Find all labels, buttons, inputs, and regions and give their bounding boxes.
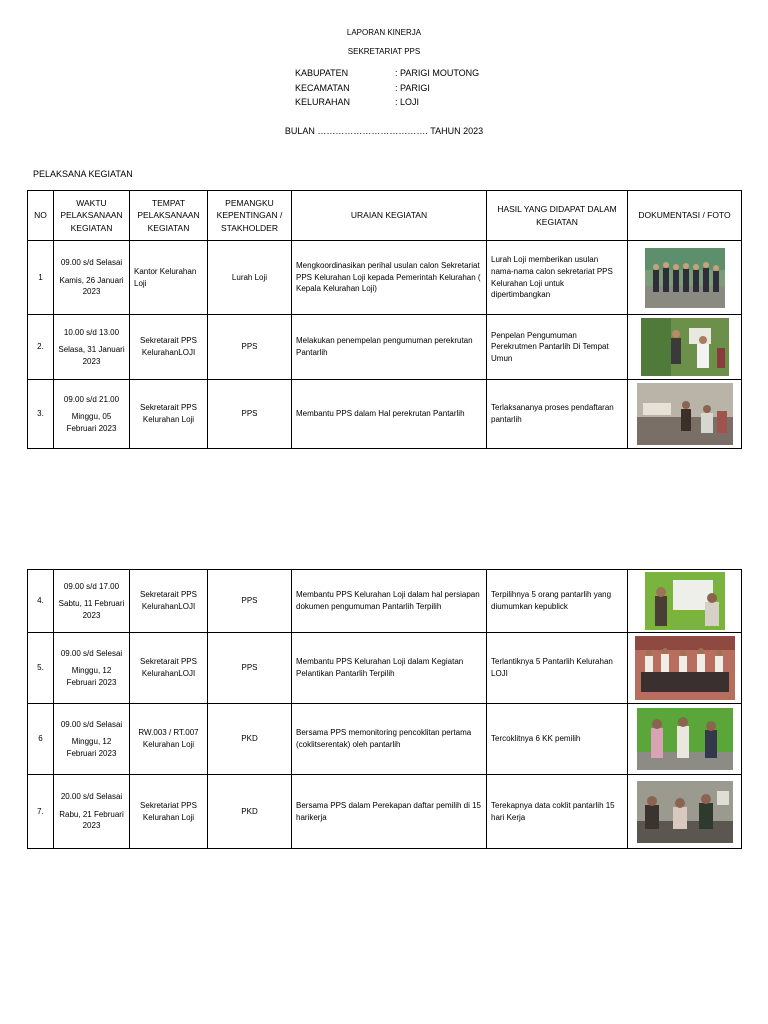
announcement-board-photo bbox=[645, 572, 725, 630]
table-row bbox=[28, 241, 742, 315]
coklit-monitoring-photo bbox=[637, 708, 733, 770]
row-place: Sekretarait PPS KelurahanLOJI bbox=[130, 570, 208, 633]
meta-label: KELURAHAN bbox=[295, 97, 351, 107]
activity-table-1 bbox=[27, 190, 742, 449]
row-time-cell bbox=[54, 775, 130, 849]
row-time-cell bbox=[54, 380, 130, 449]
row-no: 4. bbox=[28, 570, 54, 633]
row-place: Sekretarait PPS KelurahanLOJI bbox=[130, 633, 208, 704]
row-date: Kamis, 26 Januari 2023 bbox=[59, 275, 124, 297]
row-result: Penpelan Pengumuman Perekrutmen Pantarlih Di Tempat Umun bbox=[487, 315, 628, 380]
row-no: 2. bbox=[28, 315, 54, 380]
report-period: BULAN ………………………………. TAHUN 2023 bbox=[284, 126, 484, 136]
table-row bbox=[28, 570, 742, 633]
row-time: 20.00 s/d Selasai bbox=[60, 792, 123, 802]
row-stakeholder: PKD bbox=[208, 775, 292, 849]
row-date: Minggu, 05 Februari 2023 bbox=[66, 412, 117, 433]
meta-label: KECAMATAN bbox=[295, 83, 350, 93]
row-photo-cell bbox=[628, 570, 742, 633]
table-row bbox=[28, 704, 742, 775]
row-description: Membantu PPS Kelurahan Loji dalam Kegiatan Pelantikan Pantarlih Terpilih bbox=[292, 633, 487, 704]
report-title: LAPORAN KINERJA bbox=[346, 28, 422, 37]
table-row bbox=[28, 775, 742, 849]
row-place: Sekretarait PPS Kelurahan Loji bbox=[130, 380, 208, 449]
row-no: 1 bbox=[28, 241, 54, 315]
row-no: 7. bbox=[28, 775, 54, 849]
row-time-cell bbox=[54, 241, 130, 315]
row-description: Membantu PPS Kelurahan Loji dalam hal persiapan dokumen pengumuman Pantarlih Terpilih bbox=[292, 570, 487, 633]
header-photo: DOKUMENTASI / FOTO bbox=[628, 191, 742, 241]
row-time-cell bbox=[54, 570, 130, 633]
row-date: Sabtu, 11 Februari 2023 bbox=[58, 599, 125, 620]
meta-value: : PARIGI bbox=[395, 83, 430, 93]
row-description: Melakukan penempelan pengumuman perekrutan Pantarlih bbox=[292, 315, 487, 380]
row-date: Minggu, 12 Februari 2023 bbox=[66, 666, 117, 687]
row-stakeholder: PKD bbox=[208, 704, 292, 775]
row-place: Sekretarait PPS KelurahanLOJI bbox=[130, 315, 208, 380]
row-time: 09.00 s/d 17.00 bbox=[63, 581, 120, 591]
row-photo-cell bbox=[628, 241, 742, 315]
header-place: TEMPAT PELAKSANAAN KEGIATAN bbox=[130, 191, 208, 241]
row-time-cell bbox=[54, 315, 130, 380]
row-date: Rabu, 21 Februari 2023 bbox=[59, 809, 124, 831]
row-photo-cell bbox=[628, 315, 742, 380]
row-photo-cell bbox=[628, 704, 742, 775]
registration-room-photo bbox=[637, 383, 733, 445]
row-description: Mengkoordinasikan perihal usulan calon Sekretariat PPS Kelurahan Loji kepada Pemerintah Kelurahan ( Kepala Kelurahan Loji) bbox=[292, 241, 487, 315]
meta-value: : PARIGI MOUTONG bbox=[395, 68, 480, 78]
row-result: Terlaksananya proses pendaftaran pantarlih bbox=[487, 380, 628, 449]
table-row bbox=[28, 380, 742, 449]
row-stakeholder: PPS bbox=[208, 380, 292, 449]
row-time: 09.00 s/d Selasai bbox=[60, 258, 123, 268]
row-result: Terpilihnya 5 orang pantarlih yang diumumkan kepublick bbox=[487, 570, 628, 633]
row-stakeholder: PPS bbox=[208, 570, 292, 633]
header-result: HASIL YANG DIDAPAT DALAM KEGIATAN bbox=[487, 191, 628, 241]
row-description: Bersama PPS dalam Perekapan daftar pemilih di 15 harikerja bbox=[292, 775, 487, 849]
row-result: Tercoklitnya 6 KK pemilih bbox=[487, 704, 628, 775]
row-no: 5. bbox=[28, 633, 54, 704]
group-photo-outdoor bbox=[645, 248, 725, 308]
row-date: Selasa, 31 Januari 2023 bbox=[58, 345, 125, 366]
row-description: Bersama PPS memonitoring pencoklitan pertama (coklitserentak) oleh pantarlih bbox=[292, 704, 487, 775]
table-row bbox=[28, 315, 742, 380]
row-no: 6 bbox=[28, 704, 54, 775]
meta-label: KABUPATEN bbox=[295, 68, 349, 78]
row-stakeholder: Lurah Loji bbox=[208, 241, 292, 315]
section-title: PELAKSANA KEGIATAN bbox=[33, 169, 133, 179]
row-description: Membantu PPS dalam Hal perekrutan Pantarlih bbox=[292, 380, 487, 449]
row-time: 09.00 s/d 21.00 bbox=[63, 394, 120, 404]
row-time-cell bbox=[54, 633, 130, 704]
row-stakeholder: PPS bbox=[208, 315, 292, 380]
row-result: Terlantiknya 5 Pantarlih Kelurahan LOJI bbox=[487, 633, 628, 704]
header-description: URAIAN KEGIATAN bbox=[292, 191, 487, 241]
row-result: Terekapnya data coklit pantarlih 15 hari Kerja bbox=[487, 775, 628, 849]
row-photo-cell bbox=[628, 775, 742, 849]
meta-value: : LOJI bbox=[395, 97, 420, 107]
posting-announcement-photo bbox=[641, 318, 729, 376]
row-photo-cell bbox=[628, 633, 742, 704]
row-stakeholder: PPS bbox=[208, 633, 292, 704]
report-subtitle: SEKRETARIAT PPS bbox=[347, 47, 421, 56]
row-result: Lurah Loji memberikan usulan nama-nama calon sekretariat PPS Kelurahan Loji untuk dipertimbangkan bbox=[487, 241, 628, 315]
row-time-cell bbox=[54, 704, 130, 775]
activity-table-2 bbox=[27, 569, 742, 849]
inauguration-photo bbox=[635, 636, 735, 700]
row-place: Kantor Kelurahan Loji bbox=[130, 241, 208, 315]
header-time: WAKTU PELAKSANAAN KEGIATAN bbox=[54, 191, 130, 241]
recap-meeting-photo bbox=[637, 781, 733, 843]
table-header-row bbox=[28, 191, 742, 241]
table-row bbox=[28, 633, 742, 704]
row-no: 3. bbox=[28, 380, 54, 449]
row-date: Minggu, 12 Februari 2023 bbox=[66, 737, 117, 758]
header-no: NO bbox=[28, 191, 54, 241]
row-time: 09.00 s/d Selesai bbox=[60, 648, 123, 658]
row-place: Sekretariat PPS Kelurahan Loji bbox=[130, 775, 208, 849]
row-time: 10.00 s/d 13.00 bbox=[63, 327, 120, 337]
header-stakeholder: PEMANGKU KEPENTINGAN / STAKHOLDER bbox=[208, 191, 292, 241]
row-place: RW.003 / RT.007 Kelurahan Loji bbox=[130, 704, 208, 775]
row-photo-cell bbox=[628, 380, 742, 449]
row-time: 09.00 s/d Selasai bbox=[60, 719, 123, 729]
